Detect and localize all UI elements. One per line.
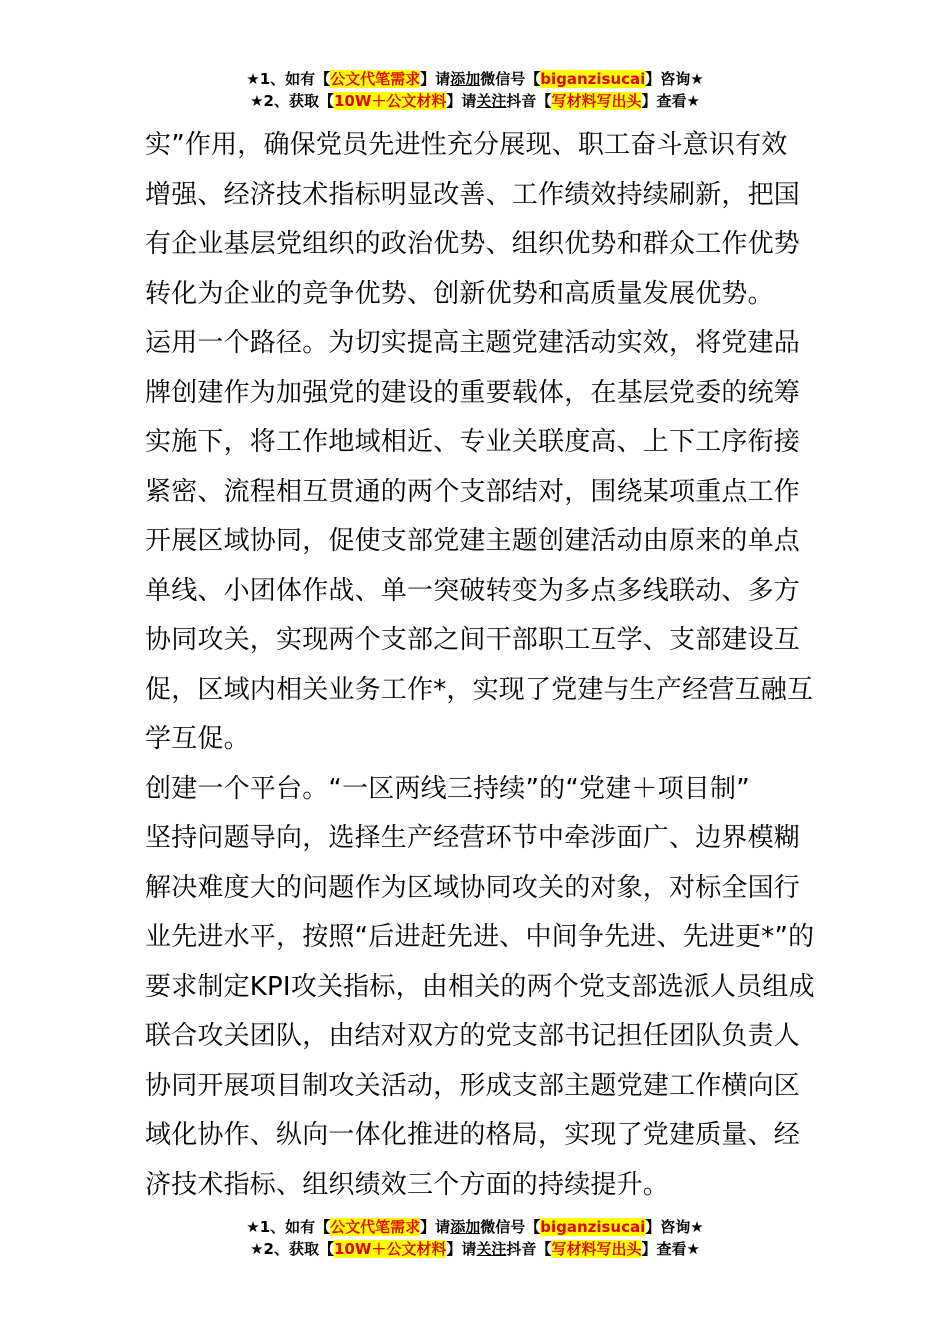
highlight-wechat-id: biganzisucai (540, 70, 646, 88)
body-line: 牌创建作为加强党的建设的重要载体，在基层党委的统筹 (145, 377, 801, 408)
body-line: 联合攻关团队，由结对双方的党支部书记担任团队负责人 (145, 1021, 801, 1051)
body-line: 实”作用，确保党员先进性充分展现、职工奋斗意识有效 (145, 130, 788, 160)
body-line: 解决难度大的问题作为区域协同攻关的对象，对标全国行 (145, 872, 801, 903)
body-line: 坚持问题导向，选择生产经营环节中牵涉面广、边界模糊 (145, 823, 801, 853)
body-line: 协同攻关，实现两个支部之间干部职工互学、支部建设互 (145, 625, 801, 655)
body-line: 开展区域协同，促使支部党建主题创建活动由原来的单点 (145, 526, 801, 556)
body-line: 协同开展项目制攻关活动，形成支部主题党建工作横向区 (145, 1070, 801, 1101)
body-line: 域化协作、纵向一体化推进的格局，实现了党建质量、经 (145, 1120, 801, 1150)
body-line: 要求制定KPI攻关指标，由相关的两个党支部选派人员组成 (145, 971, 815, 1002)
banner-line-1: ★1、如有【公文代笔需求】请添加微信号【biganzisucai】咨询★ (246, 70, 704, 88)
body-line: 有企业基层党组织的政治优势、组织优势和群众工作优势 (145, 229, 801, 259)
body-line: 促，区域内相关业务工作*，实现了党建与生产经营互融互 (145, 674, 814, 705)
body-line: 增强、经济技术指标明显改善、工作绩效持续刷新，把国 (145, 179, 801, 210)
highlight-wechat-id: biganzisucai (540, 1218, 646, 1236)
body-line: 转化为企业的竞争优势、创新优势和高质量发展优势。 (145, 278, 774, 309)
body-line: 运用一个路径。为切实提高主题党建活动实效，将党建品 (145, 328, 801, 358)
highlight-materials: 10W＋公文材料 (333, 92, 447, 110)
highlight-douyin: 写材料写出头 (551, 92, 642, 110)
banner-line-2: ★2、获取【10W＋公文材料】请关注抖音【写材料写出头】查看★ (250, 1240, 700, 1258)
header-banner (0, 68, 950, 112)
body-line: 学互促。 (145, 724, 250, 754)
body-line: 紧密、流程相互贯通的两个支部结对，围绕某项重点工作 (145, 476, 801, 507)
highlight-materials: 10W＋公文材料 (333, 1240, 447, 1258)
highlight-douyin: 写材料写出头 (551, 1240, 642, 1258)
body-line: 业先进水平，按照“后进赶先进、中间争先进、先进更*”的 (145, 922, 815, 952)
body-line: 实施下，将工作地域相近、专业关联度高、上下工序衔接 (145, 427, 801, 457)
highlight-service: 公文代笔需求 (330, 1218, 421, 1236)
banner-line-1: ★1、如有【公文代笔需求】请添加微信号【biganzisucai】咨询★ (246, 1218, 704, 1236)
highlight-service: 公文代笔需求 (330, 70, 421, 88)
document-body (145, 121, 813, 1210)
banner-line-2: ★2、获取【10W＋公文材料】请关注抖音【写材料写出头】查看★ (250, 92, 700, 110)
body-line: 创建一个平台。“一区两线三持续”的“党建＋项目制” (145, 773, 750, 804)
body-line: 单线、小团体作战、单一突破转变为多点多线联动、多方 (145, 575, 801, 606)
footer-banner (0, 1216, 950, 1260)
body-line: 济技术指标、组织绩效三个方面的持续提升。 (145, 1169, 670, 1200)
